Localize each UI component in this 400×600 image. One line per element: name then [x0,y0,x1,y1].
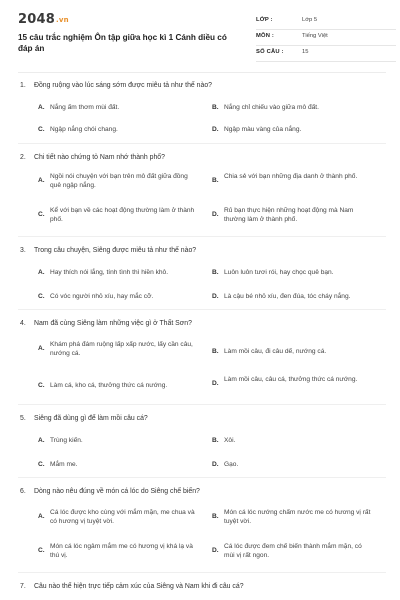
question-text: 3. Trong câu chuyện, Siêng được miêu tả như thế nào? [20,247,197,254]
meta-row-subject [256,30,396,46]
question-text: 4. Nam đã cùng Siêng làm những việc gì ở Thất Sơn? [20,320,192,327]
site-logo[interactable] [18,12,69,27]
question-text: 7. Câu nào thể hiện trực tiếp cảm xúc của Siêng và Nam khi đi câu cá? [20,583,244,590]
question-separator [18,143,386,144]
meta-key: LỚP : [256,17,273,23]
question-text: 1. Đồng ruộng vào lúc sáng sớm được miêu tả như thế nào? [20,82,212,89]
header-divider [18,72,386,73]
question-7 [20,582,382,591]
meta-row-class [256,14,396,30]
meta-value: Lớp 5 [302,17,318,23]
meta-key: SỐ CÂU : [256,49,284,55]
question-text: 2. Chi tiết nào chứng tỏ Nam nhớ thành phố? [20,154,165,161]
question-separator [18,309,386,310]
question-separator [18,404,386,405]
logo-suffix: .vn [55,16,69,24]
question-3 [20,246,382,255]
meta-value: Tiếng Việt [302,33,328,39]
question-2 [20,153,382,162]
question-text: 5. Siêng đã dùng gì để làm mồi câu cá? [20,415,148,422]
question-separator [18,572,386,573]
question-separator [18,477,386,478]
meta-table [256,14,396,62]
meta-key: MÔN : [256,33,275,39]
meta-value: 15 [302,49,309,55]
question-separator [18,236,386,237]
question-4 [20,319,382,328]
question-text: 6. Dòng nào nêu đúng về món cá lóc do Siêng chế biến? [20,488,200,495]
document-title: 15 câu trắc nghiệm Ôn tập giữa học kì 1 Cánh diều có đáp án [18,33,227,53]
worksheet-header [18,10,386,70]
question-6 [20,487,382,496]
question-1 [20,81,382,90]
question-5 [20,414,382,423]
meta-row-count [256,46,396,62]
worksheet-page: 2048.vn 15 câu trắc nghiệm Ôn tập giữa học kì 1 Cánh diều có đáp án LỚP : Lớp 5 MÔN : Tiếng Việt SỐ CÂU : 15 1. Đồng ruộng vào lúc sáng sớm được miêu tả như thế nào? A. Nắng ấm thơm mùi đất. B. Nắng chỉ chiếu vào giữa mô đất. C. Ngập nắng chói chang. D. Ngập màu vàng của nắng. 2. Chi tiết nào chứng tỏ Nam nhớ thành phố? A. Ngồi nói chuyện với bạn trên mô đất giữa đồng quê ngập nắng. B. Chia sẻ với bạn những địa danh ở thành phố. C. Kể với bạn về các hoạt động thường làm ở thành phố. D. Rủ bạn thực hiện những hoạt động mà Nam thường làm ở thành phố. 3. Trong câu chuyện, Siêng được miêu tả như thế nào? A. Hay thích nói lắng, tính tình thì hiền khô. B. Luôn luôn tươi rói, hay chọc quê bạn. C. Có vóc người nhỏ xíu, hay mắc cỡ. D. Là cậu bé nhỏ xíu, đen đúa, tóc cháy nắng. 4. Nam đã cùng Siêng làm những việc gì ở Thất Sơn? A. Khám phá đám ruộng lấp xấp nước, lấy cần câu, nướng cá. B. Làm mồi câu, đi câu dế, nướng cá. C. Làm cá, kho cá, thưởng thức cá nướng. D. Làm mồi câu, câu cá, thưởng thức cá nướng. 5. Siêng đã dùng gì để làm mồi câu cá? A. Trùng kiến. B. Xôi. C. Mắm me. D. Gạo. 6. Dòng nào nêu đúng về món cá lóc do Siêng chế biến? A. Cá lóc được kho cùng với mắm mặn, me chua và có hương vị tuyệt vời. B. Món cá lóc nướng chấm nước me có hương vị rất tuyệt vời. C. Món cá lóc ngâm mắm me có hương vị khá lạ và thú vị. D. Cá lóc được đem chế biến thành mắm mặn, có mùi vị rất ngon. 7. Câu nào thể hiện trực tiếp cảm xúc của Siêng và Nam khi đi câu cá? [0,0,400,600]
logo-main: 2048 [18,12,55,27]
